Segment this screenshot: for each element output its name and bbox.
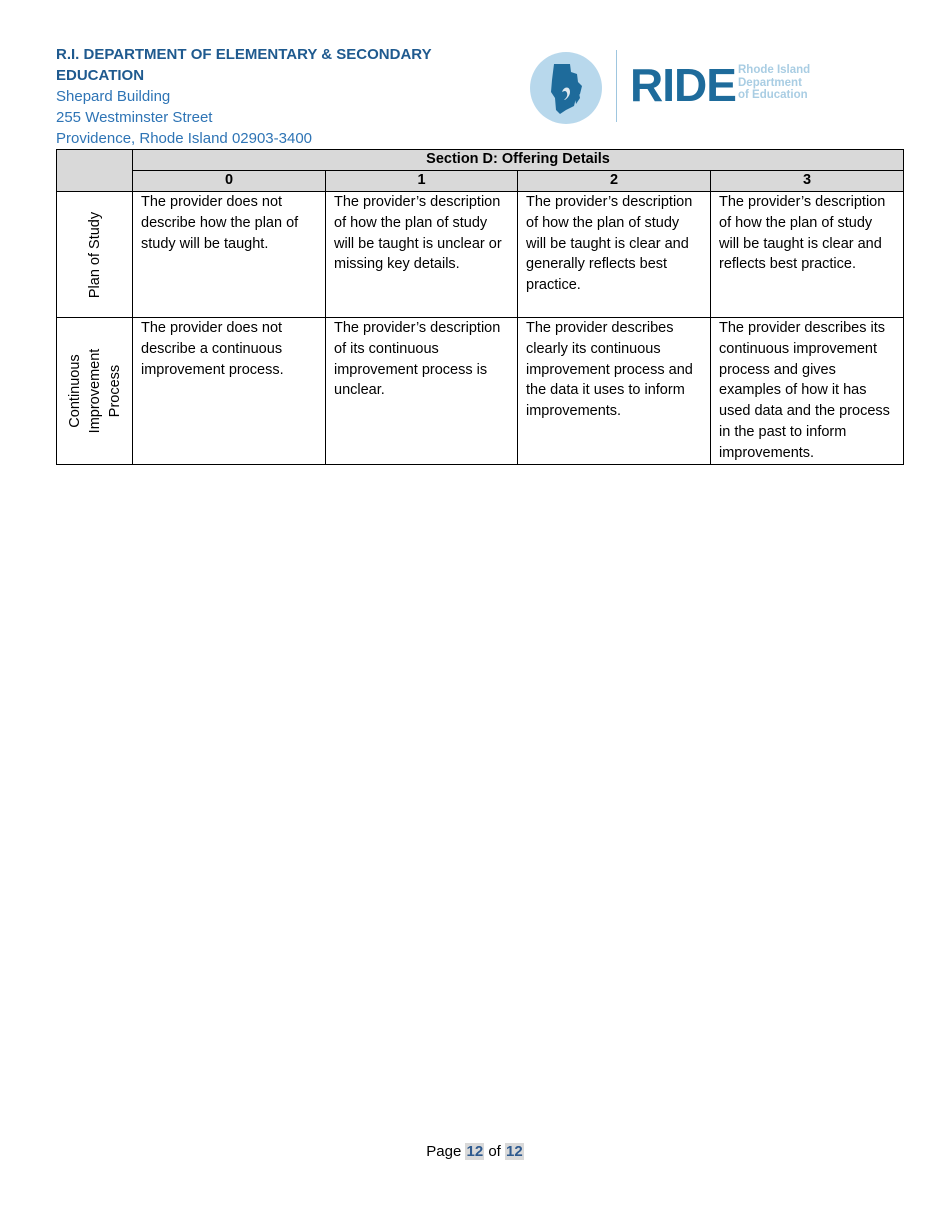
rubric-cell: The provider’s description of how the plan of study will be taught is unclear or missing key details.: [326, 192, 518, 318]
offering-details-rubric-table: [56, 149, 904, 465]
rubric-cell: The provider’s description of how the plan of study will be taught is clear and reflects best practice.: [711, 192, 904, 318]
score-header-2: 2: [518, 171, 711, 192]
rhode-island-seal-icon: [530, 52, 602, 124]
row-label-plan-of-study: [57, 192, 133, 318]
rubric-cell: The provider does not describe a continuous improvement process.: [133, 318, 326, 465]
row-label-line: Continuous: [66, 354, 83, 428]
page-word: Page: [426, 1143, 462, 1160]
score-header-3: 3: [711, 171, 904, 192]
rubric-cell: The provider does not describe how the plan of study will be taught.: [133, 192, 326, 318]
rubric-cell: The provider’s description of how the plan of study will be taught is clear and generally reflects best practice.: [518, 192, 711, 318]
ride-wordmark: RIDE: [630, 59, 736, 111]
row-label-continuous-improvement: [57, 318, 133, 465]
score-header-row: [57, 171, 904, 192]
table-row: [57, 318, 904, 465]
corner-cell: [57, 150, 133, 192]
total-page-count: 12: [506, 1143, 523, 1160]
rubric-cell: The provider’s description of its continuous improvement process is unclear.: [326, 318, 518, 465]
letterhead-address: [56, 44, 516, 149]
row-label-line: Plan of Study: [86, 211, 103, 298]
of-word: of: [488, 1143, 501, 1160]
row-label-line: Improvement: [86, 348, 103, 434]
ride-subtitle-line: Rhode Island: [738, 64, 811, 76]
section-title: Section D: Offering Details: [133, 150, 904, 171]
current-page-number: 12: [466, 1143, 484, 1160]
section-header-row: [57, 150, 904, 171]
city-state-zip: Providence, Rhode Island 02903-3400: [56, 130, 313, 147]
score-header-0: 0: [133, 171, 326, 192]
row-label-line: Process: [106, 364, 123, 418]
table-row: [57, 192, 904, 318]
building-name: Shepard Building: [56, 88, 171, 105]
ride-subtitle-line: of Education: [738, 89, 808, 101]
score-header-1: 1: [326, 171, 518, 192]
rubric-cell: The provider describes clearly its continuous improvement process and the data it uses to inform improvements.: [518, 318, 711, 465]
department-name: R.I. DEPARTMENT OF ELEMENTARY & SECONDARY EDUCATION: [56, 46, 432, 84]
ride-subtitle: [738, 64, 828, 102]
page-footer: [0, 1143, 950, 1160]
street-address: 255 Westminster Street: [56, 109, 213, 126]
logo-divider: [616, 50, 617, 122]
rubric-cell: The provider describes its continuous improvement process and gives examples of how it has used data and the process in the past to inform improvements.: [711, 318, 904, 465]
ride-logo: [530, 50, 820, 124]
ride-subtitle-line: Department: [738, 76, 802, 89]
